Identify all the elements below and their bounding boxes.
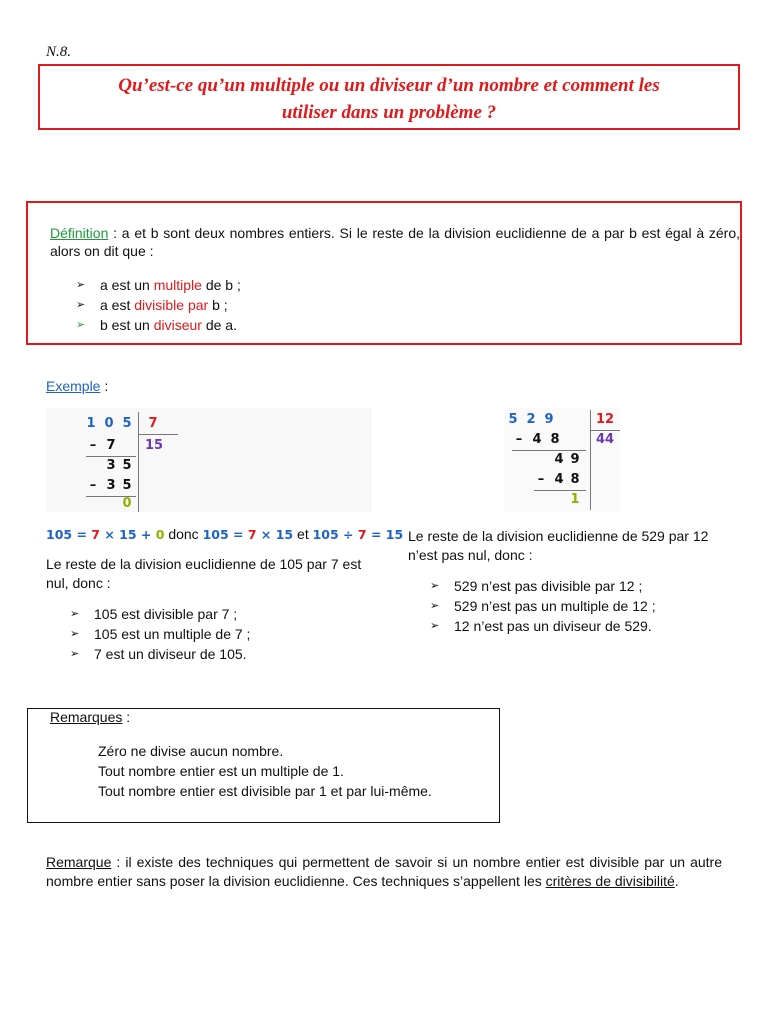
dividend-digit: 2 — [526, 412, 536, 427]
example-label: Exemple — [46, 378, 101, 394]
arrow-bullet-icon: ➢ — [430, 600, 440, 612]
list-item — [70, 604, 250, 624]
dividend-digit: 5 — [508, 412, 518, 427]
definition-label: Définition — [50, 225, 109, 241]
example-left-text: Le reste de la division euclidienne de 105 par 7 est nul, donc : — [46, 556, 362, 591]
item-text: b ; — [208, 297, 228, 313]
equation-divisor: 7 — [247, 527, 257, 542]
chapter-number: N.8. — [46, 44, 72, 60]
arrow-bullet-icon: ➢ — [76, 299, 86, 311]
step-digit: 4 — [554, 452, 564, 467]
step-digit: 4 — [532, 432, 542, 447]
definition-item — [76, 315, 241, 335]
dividend-digit: 1 — [86, 416, 96, 431]
item-text: de a. — [201, 317, 237, 333]
list-item-text: 529 n’est pas un multiple de 12 ; — [454, 598, 656, 614]
list-item — [70, 624, 250, 644]
lesson-title-box — [38, 64, 740, 130]
list-item-text: 529 n’est pas divisible par 12 ; — [454, 578, 643, 594]
remarks-heading — [50, 709, 130, 725]
remainder: 0 — [122, 496, 132, 511]
divisor: 7 — [148, 416, 158, 431]
list-item — [430, 616, 656, 636]
minus-sign: – — [515, 432, 523, 447]
arrow-bullet-icon: ➢ — [430, 580, 440, 592]
minus-sign: – — [89, 438, 97, 453]
division-vertical-line — [138, 412, 139, 512]
arrow-bullet-icon: ➢ — [70, 628, 80, 640]
division-horizontal-line — [590, 430, 620, 431]
equation-part: = 15 — [366, 527, 404, 542]
example-left-list — [70, 604, 250, 664]
example-right-list — [430, 576, 656, 636]
equation-part: × 15 + — [99, 527, 156, 542]
remainder: 1 — [570, 492, 580, 507]
lesson-title-line1: Qu’est-ce qu’un multiple ou un diviseur d’un nombre et comment les — [118, 75, 660, 96]
dividend-digit: 5 — [122, 416, 132, 431]
remark-paragraph — [46, 853, 722, 891]
step-digit: 7 — [106, 438, 116, 453]
list-item — [430, 576, 656, 596]
division-horizontal-line — [138, 434, 178, 435]
step-digit: 8 — [570, 472, 580, 487]
division-figure-529-by-12 — [504, 408, 620, 512]
list-item-text: 12 n’est pas un diviseur de 529. — [454, 618, 652, 634]
arrow-bullet-icon: ➢ — [76, 279, 86, 291]
definition-list — [76, 275, 241, 335]
quotient: 15 — [144, 438, 164, 453]
arrow-bullet-icon: ➢ — [76, 319, 86, 331]
quotient: 44 — [595, 432, 615, 447]
remarks-label: Remarques — [50, 709, 123, 725]
list-item — [70, 644, 250, 664]
step-digit: 9 — [570, 452, 580, 467]
equation-part: 105 = — [202, 527, 248, 542]
division-figure-105-by-7 — [46, 408, 372, 512]
list-item — [430, 596, 656, 616]
item-keyword: divisible par — [134, 297, 209, 313]
definition-box — [26, 201, 742, 345]
equation-part: × 15 — [256, 527, 294, 542]
remarks-colon: : — [122, 709, 131, 725]
divisor: 12 — [595, 412, 615, 427]
equation-part: 105 = — [46, 527, 92, 542]
subtraction-line — [512, 450, 586, 451]
subtraction-line — [534, 490, 586, 491]
remark-line: Zéro ne divise aucun nombre. — [98, 743, 284, 759]
remark-line: Tout nombre entier est un multiple de 1. — [98, 763, 344, 779]
division-vertical-line — [590, 410, 591, 510]
equation-part: 105 ÷ — [312, 527, 358, 542]
step-digit: 4 — [554, 472, 564, 487]
arrow-bullet-icon: ➢ — [70, 608, 80, 620]
list-item-text: 105 est un multiple de 7 ; — [94, 626, 251, 642]
example-right-text: Le reste de la division euclidienne de 529 par 12 n’est pas nul, donc : — [408, 528, 709, 563]
item-text: de b ; — [201, 277, 241, 293]
item-keyword: diviseur — [153, 317, 202, 333]
step-digit: 5 — [122, 458, 132, 473]
equation-divisor: 7 — [357, 527, 367, 542]
item-keyword: multiple — [153, 277, 202, 293]
remark-line: Tout nombre entier est divisible par 1 et par lui-même. — [98, 783, 432, 799]
example-colon: : — [100, 378, 109, 394]
equation-word: et — [293, 526, 313, 542]
definition-text — [50, 224, 740, 260]
step-digit: 3 — [106, 458, 116, 473]
divisibility-criteria-term: critères de divisibilité — [545, 873, 675, 889]
equation-word: donc — [164, 526, 203, 542]
equation-divisor: 7 — [91, 527, 100, 542]
item-text: a est — [100, 297, 135, 313]
dividend-digit: 0 — [104, 416, 114, 431]
lesson-title-line2: utiliser dans un problème ? — [281, 102, 497, 123]
definition-item — [76, 275, 241, 295]
remarks-lines — [98, 741, 432, 801]
definition-item — [76, 295, 241, 315]
minus-sign: – — [89, 478, 97, 493]
example-heading — [46, 378, 108, 394]
dividend-digit: 9 — [544, 412, 554, 427]
minus-sign: – — [537, 472, 545, 487]
subtraction-line — [86, 456, 136, 457]
step-digit: 3 — [106, 478, 116, 493]
arrow-bullet-icon: ➢ — [430, 620, 440, 632]
equation-remainder: 0 — [155, 527, 165, 542]
list-item-text: 7 est un diviseur de 105. — [94, 646, 247, 662]
list-item-text: 105 est divisible par 7 ; — [94, 606, 238, 622]
remark-label: Remarque — [46, 854, 112, 870]
step-digit: 8 — [550, 432, 560, 447]
step-digit: 5 — [122, 478, 132, 493]
remark-end: . — [674, 873, 679, 889]
division-equation-line — [46, 526, 403, 542]
item-text: b est un — [100, 317, 154, 333]
remark-body: : il existe des techniques qui permettent de savoir si un nombre entier est divisible par un autre nombre entier sans poser la division euclidienne. Ces techniques s’appellent les — [46, 854, 722, 889]
definition-body: : a et b sont deux nombres entiers. Si le reste de la division euclidienne de a par b est égal à zéro, alors on dit que : — [50, 225, 740, 259]
remarks-box — [27, 708, 500, 823]
arrow-bullet-icon: ➢ — [70, 648, 80, 660]
item-text: a est un — [100, 277, 154, 293]
